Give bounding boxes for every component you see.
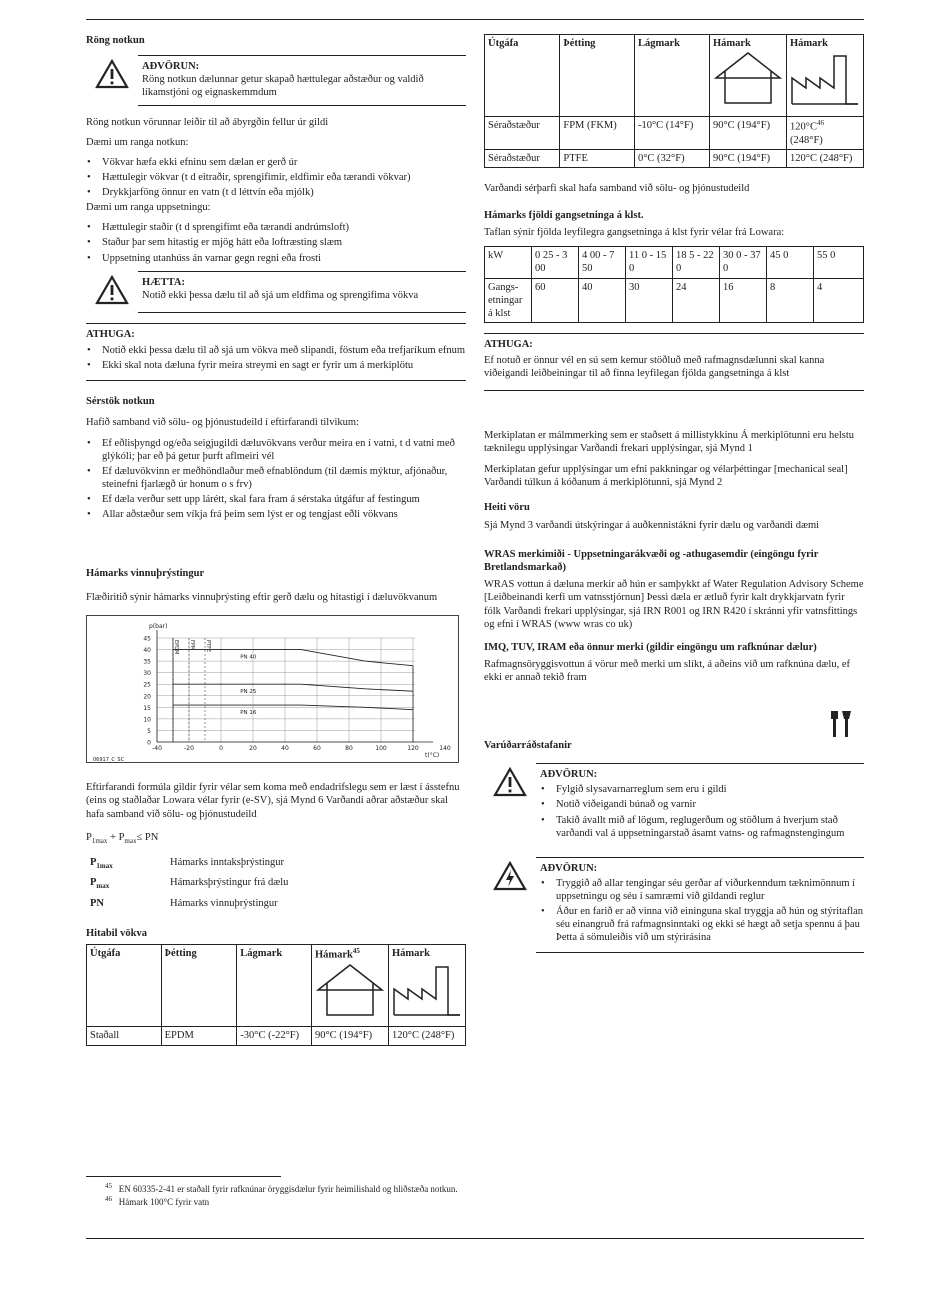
table-header-row xyxy=(87,945,466,1027)
list-item: • Staður þar sem hitastig er mjög hátt eða loftræsting slæm xyxy=(98,236,466,249)
cell-text: (248°F) xyxy=(790,134,823,146)
table-cell: Gangs-etningar á klst xyxy=(485,278,532,322)
definitions-table xyxy=(86,853,292,914)
formula-plus: + P xyxy=(107,831,125,843)
footnote-ref: 46 xyxy=(816,119,824,127)
warning-triangle-icon xyxy=(484,763,536,797)
formula-paragraph: Eftirfarandi formúla gildir fyrir vélar sem koma með endadrifslegu sem er læst í ásstefnu (eins og staðlaðar Lowara vélar fyrir (e-SV), sjá Mynd 6 Varðandi aðrar aðstæður skal hafa samband við sölu- og þjónustudeild xyxy=(86,782,460,820)
list-item: • Ekki skal nota dæluna fyrir meira streymi en sagt er fyrir um á merkiplötu xyxy=(98,359,466,372)
x-tick-label: 120 xyxy=(407,745,419,753)
y-axis-label: p(bar) xyxy=(149,623,168,631)
danger-box xyxy=(86,271,466,313)
header-text: Hámark xyxy=(392,948,430,960)
footnote-number: 45 xyxy=(105,1182,112,1190)
marker-label: EPDM xyxy=(173,640,179,655)
attention-box-starts xyxy=(484,333,864,391)
warning-title: AÐVÖRUN: xyxy=(540,862,598,874)
table-row xyxy=(87,1027,466,1045)
misuse-paragraph-1: Röng notkun vörunnar leiðir til að ábyrgðin fellur úr gildi xyxy=(86,116,329,128)
table-cell: 11 0 - 15 0 xyxy=(626,247,673,278)
temp-table-special xyxy=(484,34,864,168)
series-line xyxy=(173,685,413,692)
warning-title: AÐVÖRUN: xyxy=(540,769,598,781)
list-item: • Fylgið slysavarnarreglum sem eru í gildi xyxy=(552,783,864,796)
cell-text: 120°C xyxy=(790,121,817,133)
imq-heading: IMQ, TUV, IRAM eða önnur merki (gildir eingöngu um rafknúnar dælur) xyxy=(484,641,817,653)
precaution-header xyxy=(484,691,864,757)
chart-code: 06917_C_SC xyxy=(93,757,125,764)
table-note: Varðandi sérþarfi skal hafa samband við sölu- og þjónustudeild xyxy=(484,182,750,194)
header-text: Hámark xyxy=(712,38,751,49)
list-item: • Allar aðstæður sem víkja frá þeim sem lýst er og tengjast eðli vökvans xyxy=(98,508,466,521)
table-row xyxy=(485,278,864,322)
table-cell: 8 xyxy=(767,278,814,322)
attention-title: ATHUGA: xyxy=(86,328,135,340)
table-header: Lágmark xyxy=(237,945,312,1027)
y-tick-label: 15 xyxy=(143,705,151,713)
sym-sub: max xyxy=(96,882,110,891)
table-cell: EPDM xyxy=(161,1027,237,1045)
footnote-46 xyxy=(105,1195,209,1208)
y-tick-label: 0 xyxy=(147,739,151,747)
misuse-paragraph-3: Dæmi um ranga uppsetningu: xyxy=(86,202,211,214)
precautions-heading: Varúðarráðstafanir xyxy=(484,740,572,752)
warning-list xyxy=(540,877,864,945)
definition-row xyxy=(86,853,292,874)
table-cell: 60 xyxy=(532,278,579,322)
max-starts-paragraph: Taflan sýnir fjölda leyfilegra gangsetninga á klst fyrir vélar frá Lowara: xyxy=(484,227,785,239)
table-cell: 90°C (194°F) xyxy=(709,117,786,150)
x-axis-label: t(°C) xyxy=(425,752,440,760)
table-cell: 120°C (248°F) xyxy=(389,1027,466,1045)
table-cell: 4 00 - 7 50 xyxy=(579,247,626,278)
attention-list xyxy=(86,344,466,372)
pressure-chart-svg xyxy=(87,616,460,764)
warning-box-misuse xyxy=(86,55,466,105)
table-header: Útgáfa xyxy=(485,35,560,117)
y-tick-label: 10 xyxy=(143,716,151,724)
marker-label: PTFE xyxy=(205,640,211,653)
list-item: • Notið ekki þessa dælu til að sjá um vökva með slípandi, föstum eða trefjaríkum efnum xyxy=(98,344,466,357)
special-use-paragraph: Hafið samband við sölu- og þjónustudeild í eftirfarandi tilvikum: xyxy=(86,417,359,429)
table-cell: -30°C (-22°F) xyxy=(237,1027,312,1045)
sym-sub: 1max xyxy=(96,861,113,870)
series-label: PN 16 xyxy=(240,710,257,717)
x-tick-label: 40 xyxy=(281,745,289,753)
table-cell: PTFE xyxy=(560,149,635,167)
formula-le: ≤ PN xyxy=(136,831,159,843)
table-cell: -10°C (14°F) xyxy=(634,117,709,150)
misuse-heading: Röng notkun xyxy=(86,35,145,46)
table-cell: 30 0 - 37 0 xyxy=(720,247,767,278)
table-header xyxy=(311,945,388,1027)
table-cell: 90°C (194°F) xyxy=(709,149,786,167)
product-name-paragraph: Sjá Mynd 3 varðandi útskýringar á auðkennistákni fyrir dælu og varðandi dæmi xyxy=(484,519,820,531)
footnote-45 xyxy=(105,1182,458,1195)
misuse-paragraph-2: Dæmi um ranga notkun: xyxy=(86,136,189,148)
x-tick-label: -40 xyxy=(152,745,162,753)
table-cell: 120°C (248°F) xyxy=(787,149,864,167)
warning-triangle-icon xyxy=(86,271,138,305)
list-item: • Vökvar hæfa ekki efninu sem dælan er gerð úr xyxy=(98,156,466,169)
nameplate-paragraph-1: Merkiplatan er málmmerking sem er staðsett á millistykkinu Á merkiplötunni eru helstu tæknilegu upplýsingar Varðandi frekari upplýsingar, sjá Mynd 1 xyxy=(484,430,855,455)
nameplate-paragraph-2: Merkiplatan gefur upplýsingar um efni pakkningar og vélarþéttingar [mechanical seal] Varðandi túlkun á kóðanum á merkiplötunni, sjá Mynd 2 xyxy=(484,463,848,488)
sym: P xyxy=(90,856,97,868)
definition-row xyxy=(86,894,292,913)
warning-list xyxy=(540,783,864,840)
list-item: • Takið ávallt mið af lögum, reglugerðum og stöðlum á hverjum stað varðandi val á uppsetningarstað ásamt vatns- og rafmagnstengingum xyxy=(552,814,864,840)
table-cell: 30 xyxy=(626,278,673,322)
tools-icon xyxy=(830,709,852,739)
danger-text: Notið ekki þessa dælu til að sjá um eldfima og sprengifima vökva xyxy=(142,289,419,301)
x-tick-label: 60 xyxy=(313,745,321,753)
danger-title: HÆTTA: xyxy=(142,276,185,288)
factory-icon xyxy=(790,50,860,106)
table-header: Þétting xyxy=(560,35,635,117)
list-item: • Hættulegir vökvar (t d eitraðir, sprengifimir, eldfimir eða tærandi vökvar) xyxy=(98,171,466,184)
definition-symbol: PN xyxy=(90,898,104,910)
table-cell: 45 0 xyxy=(767,247,814,278)
attention-title: ATHUGA: xyxy=(484,338,533,350)
table-cell: 55 0 xyxy=(814,247,864,278)
footnote-text: EN 60335-2-41 er staðall fyrir rafknúnar öryggisdælur fyrir heimilishald og hliðstæða notkun. xyxy=(118,1184,458,1194)
y-tick-label: 35 xyxy=(143,658,151,666)
warning-text: Röng notkun dælunnar getur skapað hættulegar aðstæður og valdið líkamstjóni og eignaskemmdum xyxy=(142,74,424,99)
x-tick-label: 80 xyxy=(345,745,353,753)
list-item: • Ef eðlisþyngd og/eða seigjugildi dæluvökvans verður meira en í vatni, t d vatni með glýkóli; þar eð þá getur þurft aflmeiri vél xyxy=(98,437,466,463)
y-tick-label: 5 xyxy=(147,728,151,736)
definition-desc: Hámarks inntaksþrýstingur xyxy=(170,856,285,868)
table-cell: 18 5 - 22 0 xyxy=(673,247,720,278)
series-label: PN 25 xyxy=(240,689,257,696)
special-use-heading: Sérstök notkun xyxy=(86,396,155,408)
table-cell: Séraðstæður xyxy=(485,149,560,167)
definition-symbol xyxy=(86,873,166,894)
footnote-number: 46 xyxy=(105,1195,112,1203)
y-tick-label: 45 xyxy=(143,635,151,643)
formula-sub: 1max xyxy=(91,836,108,845)
list-item: • Uppsetning utanhúss án varnar gegn regni eða frosti xyxy=(98,252,466,265)
max-pressure-heading: Hámarks vinnuþrýstingur xyxy=(86,568,205,580)
table-row xyxy=(485,149,864,167)
left-column xyxy=(86,34,466,1046)
table-header-row xyxy=(485,35,864,117)
table-header: Útgáfa xyxy=(87,945,162,1027)
wras-heading: WRAS merkimiði - Uppsetningarákvæði og -athugasemdir (eingöngu fyrir Bretlandsmarkað) xyxy=(484,549,819,574)
footnote-text: Hámark 100°C fyrir vatn xyxy=(118,1197,210,1207)
house-icon xyxy=(315,962,385,1018)
temp-table-standard xyxy=(86,944,466,1045)
max-starts-heading: Hámarks fjöldi gangsetninga á klst. xyxy=(484,210,644,221)
footnote-rule xyxy=(86,1176,281,1177)
product-name-heading: Heiti vöru xyxy=(484,501,530,513)
imq-paragraph: Rafmagnsöryggisvottun á vörur með merki um slíkt, á aðeins við um rafknúna dælu, ef ekki er annað tekið fram xyxy=(484,658,850,683)
attention-text: Ef notuð er önnur vél en sú sem kemur stöðluð með rafmagnsdælunni skal kanna viðeigandi leiðbeiningar til að finna leyfilegan fjölda gangsetninga á klst xyxy=(484,355,825,380)
top-rule xyxy=(86,19,864,20)
wras-paragraph: WRAS vottun á dæluna merkir að hún er samþykkt af Water Regulation Advisory Scheme [Leiðbeinandi kerfi um vatnsstjórnun] Þessi dæla er ætluð fyrir kalt drykkjarvatn fyrir fólk Varðandi frekari upplýsingar, sjá IRN R001 og IRN R420 í skránni yfir vatnsfittings og efni í WRAS (www wras co uk) xyxy=(484,579,864,630)
definition-desc: Hámarks vinnuþrýstingur xyxy=(170,898,278,910)
table-cell: FPM (FKM) xyxy=(560,117,635,150)
list-item: • Tryggið að allar tengingar séu gerðar af viðurkenndum tæknimönnum í uppsetningu og séu í samræmi við gildandi reglur xyxy=(552,877,864,903)
formula xyxy=(86,831,466,846)
table-cell: 0 25 - 3 00 xyxy=(532,247,579,278)
max-pressure-paragraph: Flæðiritið sýnir hámarks vinnuþrýsting eftir gerð dælu og hitastigi í dæluvökvanum xyxy=(86,592,438,604)
house-icon xyxy=(713,50,783,106)
starts-table xyxy=(484,246,864,323)
table-cell: 40 xyxy=(579,278,626,322)
header-text: Hámark xyxy=(790,38,828,49)
table-cell: 4 xyxy=(814,278,864,322)
misuse-list-1 xyxy=(86,156,466,199)
list-item: • Drykkjarföng önnur en vatn (t d léttvín eða mjólk) xyxy=(98,186,466,199)
definition-desc: Hámarksþrýstingur frá dælu xyxy=(170,877,289,889)
table-cell: kW xyxy=(485,247,532,278)
x-tick-label: -20 xyxy=(184,745,194,753)
table-header xyxy=(389,945,466,1027)
sym: P xyxy=(90,877,97,889)
definition-symbol xyxy=(86,853,166,874)
y-tick-label: 25 xyxy=(143,682,151,690)
list-item: • Áður en farið er að vinna við eininguna skal tryggja að hún og stýritaflan séu einangruð frá rafmagnsinntaki og ekki sé hægt að setja spennu á þau Þetta á sömuleiðis við um stýrirásina xyxy=(552,905,864,944)
warning-title: AÐVÖRUN: xyxy=(142,61,200,73)
x-tick-label: 140 xyxy=(439,745,451,753)
bottom-rule xyxy=(86,1238,864,1239)
table-header: Þétting xyxy=(161,945,237,1027)
table-cell: Séraðstæður xyxy=(485,117,560,150)
table-header xyxy=(787,35,864,117)
table-cell xyxy=(787,117,864,150)
warning-box-precautions xyxy=(484,763,864,847)
table-cell: 16 xyxy=(720,278,767,322)
definition-row xyxy=(86,873,292,894)
electrical-hazard-icon xyxy=(484,857,536,891)
table-cell: 24 xyxy=(673,278,720,322)
table-cell: Staðall xyxy=(87,1027,162,1045)
special-use-list xyxy=(86,437,466,522)
table-cell: 90°C (194°F) xyxy=(311,1027,388,1045)
formula-sub: max xyxy=(124,836,137,845)
table-row xyxy=(485,117,864,150)
factory-icon xyxy=(392,961,462,1017)
header-text: Hámark xyxy=(314,949,353,961)
right-column xyxy=(484,34,864,963)
x-tick-label: 20 xyxy=(249,745,257,753)
y-tick-label: 30 xyxy=(143,670,151,678)
y-tick-label: 40 xyxy=(143,647,151,655)
list-item: • Ef dæla verður sett upp lárétt, skal fara fram á sérstaka útgáfur af festingum xyxy=(98,493,466,506)
marker-label: FPM xyxy=(189,640,195,651)
formula-p: P xyxy=(86,831,92,843)
footnote-ref: 45 xyxy=(352,947,360,956)
x-tick-label: 0 xyxy=(219,745,223,753)
table-header: Lágmark xyxy=(634,35,709,117)
list-item: • Ef dæluvökvinn er meðhöndlaður með efnablöndum (til dæmis mýktur, afjónaður, steinefni fjarlægð úr honum o s frv) xyxy=(98,465,466,491)
electrical-warning-box xyxy=(484,857,864,953)
table-header xyxy=(709,35,786,117)
table-row xyxy=(485,247,864,278)
list-item: • Notið viðeigandi búnað og varnir xyxy=(552,798,864,811)
y-tick-label: 20 xyxy=(143,693,151,701)
attention-box xyxy=(86,323,466,381)
pressure-chart xyxy=(86,615,459,763)
warning-triangle-icon xyxy=(86,55,138,89)
series-label: PN 40 xyxy=(240,654,257,661)
list-item: • Hættulegir staðir (t d sprengifimt eða tærandi andrúmsloft) xyxy=(98,221,466,234)
misuse-list-2 xyxy=(86,221,466,264)
table-cell: 0°C (32°F) xyxy=(634,149,709,167)
x-tick-label: 100 xyxy=(375,745,387,753)
temp-range-heading: Hitabil vökva xyxy=(86,928,147,940)
